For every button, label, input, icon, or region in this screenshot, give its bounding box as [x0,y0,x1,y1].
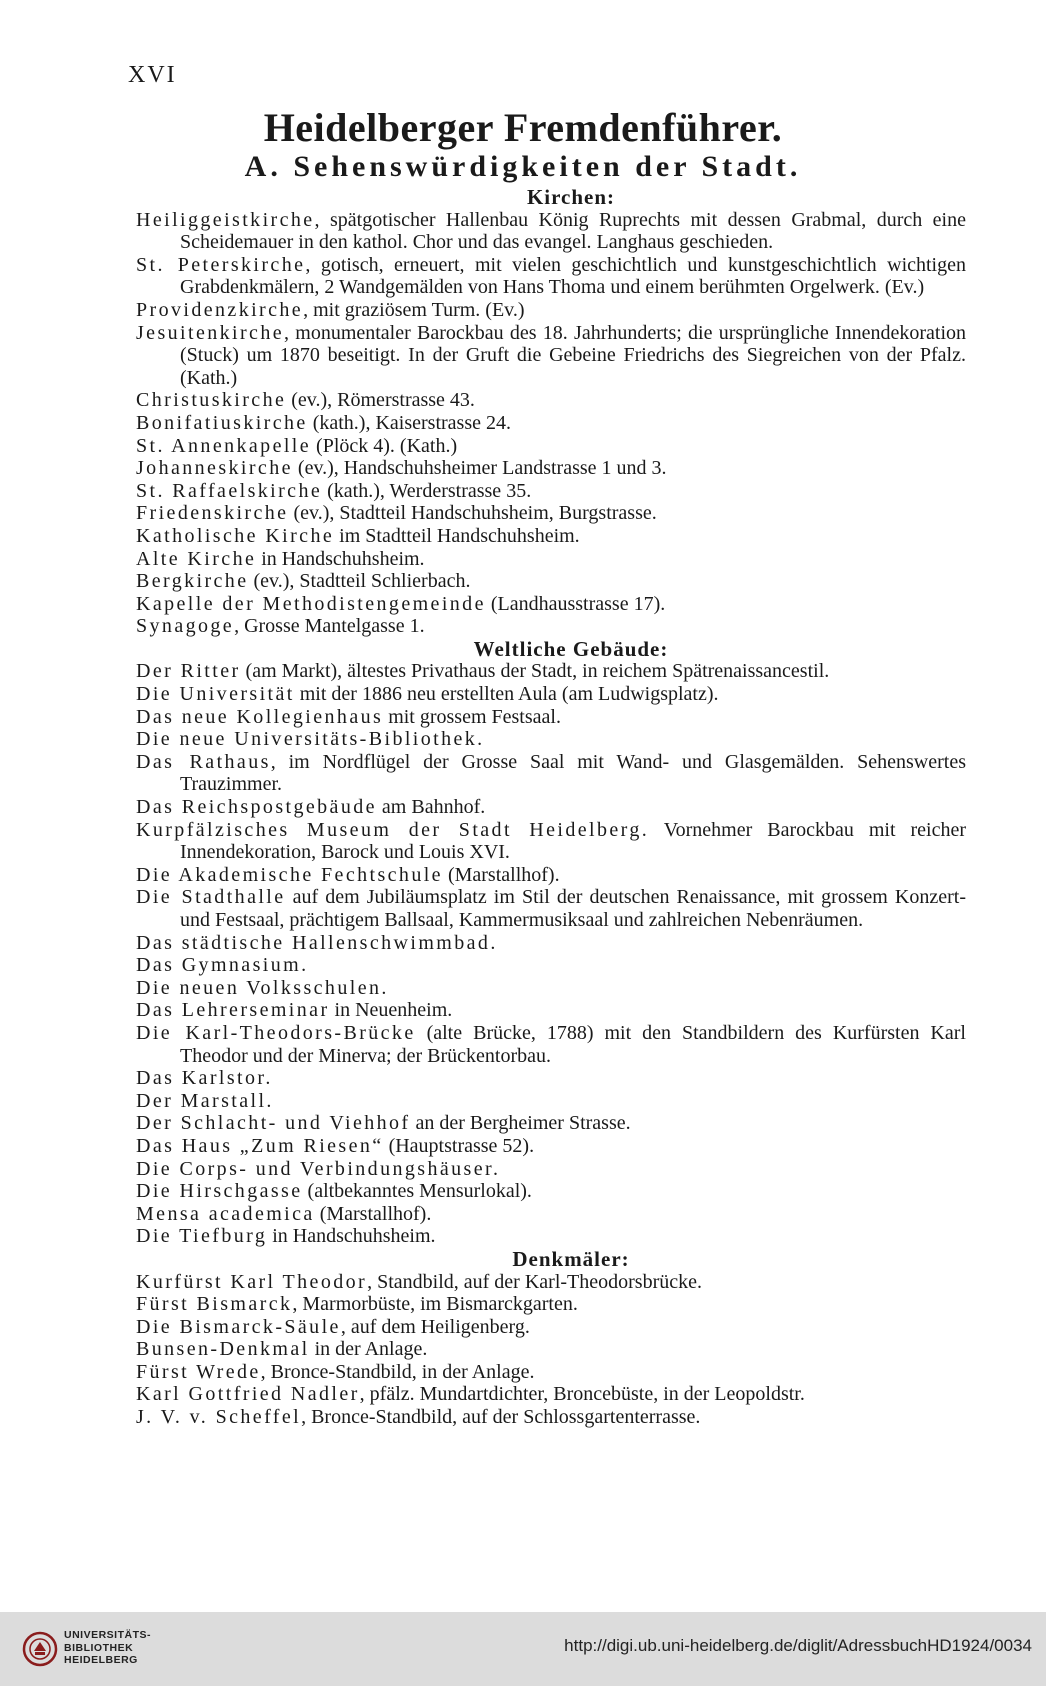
directory-entry [136,299,966,322]
entry-description: , Standbild, auf der Karl-Theodorsbrücke. [367,1270,702,1293]
directory-entry [136,457,966,480]
entry-description: auf dem Jubiläumsplatz im Stil der deutschen Renaissance, mit grossem Konzert- und Festsaal, prächtigem Ballsaal, Kammermusiksaal und zahlreichen Nebenräumen. [180,886,966,931]
entry-name: Das Gymnasium. [136,954,309,977]
directory-entry [136,1225,966,1248]
entry-description: , gotisch, erneuert, mit vielen geschichtlich und kunstgeschichtlich wichtigen Grabdenkmälern, 2 Wandgemälden von Hans Thoma und einem berühmten Orgelwerk. (Ev.) [180,253,966,299]
directory-entry [136,706,966,729]
section-heading: Denkmäler: [512,1246,630,1271]
directory-entry [136,954,966,977]
section-heading: Weltliche Gebäude: [473,636,669,661]
entry-name: Die Stadthalle [136,886,286,909]
entry-name: Johanneskirche [136,457,293,480]
entry-description: (am Markt), ältestes Privathaus der Stadt, in reichem Spätrenaissancestil. [240,660,830,683]
entry-name: Fürst Bismarck [136,1293,293,1316]
entry-name: Die Universität [136,683,295,706]
directory-entry [136,932,966,955]
library-name-line1: UNIVERSITÄTS- [64,1629,152,1641]
entry-name: Kurpfälzisches Museum der Stadt Heidelberg. [136,818,650,841]
entry-description: , spätgotischer Hallenbau König Ruprechts mit dessen Grabmal, durch eine Scheidemauer in den kathol. Chor und das evangel. Langhaus geschieden. [180,208,966,254]
source-url[interactable]: http://digi.ub.uni-heidelberg.de/diglit/AdressbuchHD1924/0034 [564,1636,1032,1655]
directory-entry [136,435,966,458]
entry-name: Das neue Kollegienhaus [136,705,384,728]
directory-entry [136,1293,966,1316]
directory-entry [136,1112,966,1135]
entry-name: Synagoge [136,615,235,638]
directory-entry [136,728,966,751]
directory-entry [136,1022,966,1067]
directory-entry [136,1158,966,1181]
entry-name: Das Haus „Zum Riesen“ [136,1134,384,1157]
library-name-line2: BIBLIOTHEK [64,1641,134,1654]
entry-description: , auf dem Heiligenberg. [340,1315,530,1338]
directory-entry [136,480,966,503]
entry-description: mit grossem Festsaal. [383,705,561,728]
entry-name: Alte Kirche [136,547,257,570]
entry-description: , Marmorbüste, im Bismarckgarten. [292,1293,578,1316]
entry-description: , Grosse Mantelgasse 1. [234,615,425,638]
entry-name: Katholische Kirche [136,524,335,547]
entry-description: in Handschuhsheim. [267,1225,436,1248]
directory-entry [136,548,966,571]
directory-entry [136,593,966,616]
footer-bar [0,1612,1046,1686]
directory-entry [136,570,966,593]
directory-entry [136,1338,966,1361]
directory-entry [136,209,966,254]
entry-name: Die neuen Volksschulen. [136,976,389,999]
directory-entry [136,1383,966,1406]
entry-name: Kapelle der Methodistengemeinde [136,592,486,615]
entry-description: mit der 1886 neu erstellten Aula (am Ludwigsplatz). [294,683,719,706]
entry-name: Bergkirche [136,570,249,593]
entry-description: (ev.), Handschuhsheimer Landstrasse 1 und 3. [292,457,667,480]
directory-entry [136,999,966,1022]
entry-name: Fürst Wrede [136,1360,261,1383]
directory-entry [136,1361,966,1384]
entry-name: Das Rathaus [136,750,271,773]
entry-description: (Landhausstrasse 17). [485,592,666,615]
entry-name: Bunsen-Denkmal [136,1338,310,1361]
directory-content [136,186,966,1429]
directory-entry [136,322,966,390]
entry-name: Das Lehrerseminar [136,999,330,1022]
directory-entry [136,254,966,299]
directory-entry [136,1203,966,1226]
entry-name: Der Schlacht- und Viehhof [136,1112,411,1135]
directory-entry [136,819,966,864]
entry-description: , im Nordflügel der Grosse Saal mit Wand- und Glasgemälden. Sehenswertes Trauzimmer. [180,750,966,796]
entry-name: Die Bismarck-Säule [136,1315,341,1338]
entry-name: Die Tiefburg [136,1225,268,1248]
entry-description: (Marstallhof). [442,863,560,886]
entry-description: an der Bergheimer Strasse. [410,1112,631,1135]
entry-description: (ev.), Stadtteil Handschuhsheim, Burgstrasse. [288,502,657,525]
entry-name: Die Karl-Theodors-Brücke [136,1021,416,1044]
entry-name: Der Ritter [136,660,241,683]
directory-entry [136,615,966,638]
directory-entry [136,977,966,1000]
directory-entry [136,886,966,931]
directory-entry [136,1135,966,1158]
entry-description: (Plöck 4). (Kath.) [311,434,458,457]
entry-description: , pfälz. Mundartdichter, Broncebüste, in der Leopoldstr. [359,1383,805,1406]
directory-entry [136,660,966,683]
entry-name: St. Annenkapelle [136,434,312,457]
entry-name: Christuskirche [136,389,287,412]
page-subtitle: A. Sehenswürdigkeiten der Stadt. [244,150,802,183]
entry-name: Karl Gottfried Nadler [136,1383,360,1406]
library-name-line3: HEIDELBERG [64,1654,138,1666]
directory-entry [136,1406,966,1429]
entry-description: in Neuenheim. [329,999,453,1022]
entry-description: (Hauptstrasse 52). [383,1134,535,1157]
entry-description: , mit graziösem Turm. (Ev.) [303,298,525,321]
directory-entry [136,412,966,435]
directory-entry [136,1180,966,1203]
entry-description: am Bahnhof. [376,796,486,819]
entry-name: Heiliggeistkirche [136,208,315,231]
page-number: XVI [128,62,177,88]
directory-entry [136,1271,966,1294]
university-seal-icon [22,1631,58,1667]
entry-description: (altbekanntes Mensurlokal). [302,1180,532,1203]
directory-entry [136,683,966,706]
directory-entry [136,864,966,887]
entry-description: Vornehmer Barockbau mit reicher Innendekoration, Barock und Louis XVI. [180,818,966,864]
entry-name: Bonifatiuskirche [136,411,308,434]
entry-description: (ev.), Römerstrasse 43. [286,389,475,412]
entry-description: in Handschuhsheim. [256,547,425,570]
entry-name: Kurfürst Karl Theodor [136,1270,368,1293]
directory-entry [136,502,966,525]
entry-description: im Stadtteil Handschuhsheim. [334,524,580,547]
entry-name: Friedenskirche [136,502,289,525]
entry-name: Die Corps- und Verbindungshäuser. [136,1157,501,1180]
entry-name: Mensa academica [136,1202,315,1225]
directory-entry [136,1067,966,1090]
entry-name: Der Marstall. [136,1089,274,1112]
entry-description: (ev.), Stadtteil Schlierbach. [248,570,471,593]
entry-description: (Marstallhof). [314,1202,432,1225]
library-name [64,1629,151,1667]
page-title: Heidelberger Fremdenführer. [263,105,783,150]
entry-name: Jesuitenkirche [136,321,285,344]
entry-name: Die Hirschgasse [136,1180,303,1203]
directory-entry [136,1090,966,1113]
entry-name: Das Karlstor. [136,1067,273,1090]
entry-description: (kath.), Werderstrasse 35. [322,479,532,502]
entry-name: J. V. v. Scheffel [136,1406,302,1429]
entry-name: Das städtische Hallenschwimmbad. [136,931,498,954]
entry-name: Providenzkirche [136,298,304,321]
entry-name: St. Peterskirche [136,253,306,276]
entry-description: (alte Brücke, 1788) mit den Standbildern des Kurfürsten Karl Theodor und der Minerva; der Brückentorbau. [180,1021,966,1067]
entry-name: Das Reichspostgebäude [136,796,377,819]
entry-description: , Bronce-Standbild, in der Anlage. [260,1360,535,1383]
directory-entry [136,796,966,819]
entry-name: Die Akademische Fechtschule [136,863,443,886]
section-heading: Kirchen: [526,185,616,209]
entry-description: , monumentaler Barockbau des 18. Jahrhunderts; die ursprüngliche Innendekoration (Stuck) um 1870 beseitigt. In der Gruft die Gebeine Friedrichs des Siegreichen von der Pfalz. (Kath.) [180,321,966,389]
entry-name: Die neue Universitäts-Bibliothek. [136,728,485,751]
directory-entry [136,525,966,548]
directory-entry [136,389,966,412]
entry-description: in der Anlage. [309,1338,428,1361]
entry-name: St. Raffaelskirche [136,479,323,502]
entry-description: (kath.), Kaiserstrasse 24. [307,411,511,434]
directory-entry [136,1316,966,1339]
entry-description: , Bronce-Standbild, auf der Schlossgartenterrasse. [301,1406,701,1429]
directory-entry [136,751,966,796]
